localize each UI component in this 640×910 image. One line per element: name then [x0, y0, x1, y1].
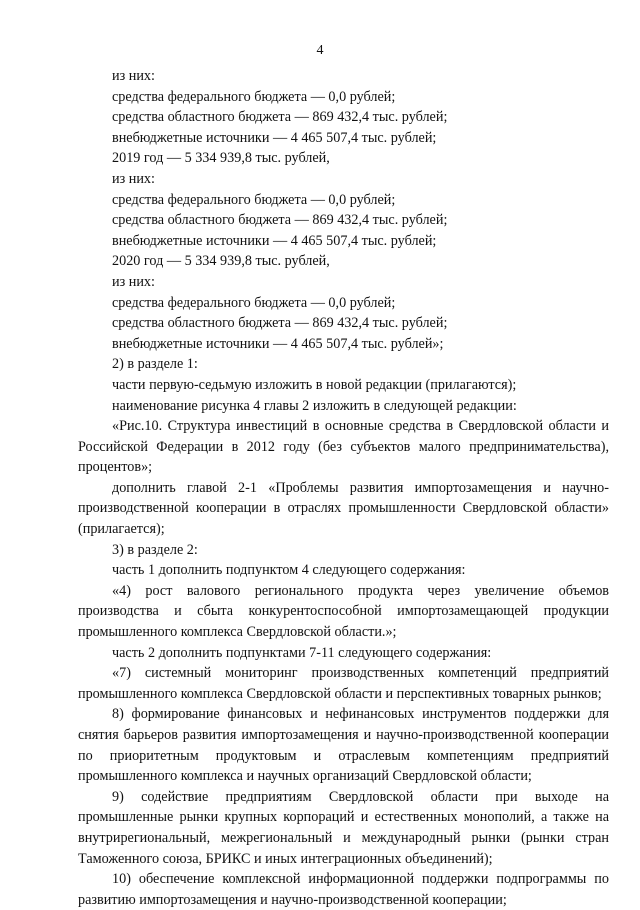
text-line: средства федерального бюджета — 0,0 рублей;	[112, 88, 396, 105]
text-line: 2020 год — 5 334 939,8 тыс. рублей,	[112, 253, 330, 270]
text-line: из них:	[112, 273, 155, 290]
page-number: 4	[316, 43, 324, 58]
text-line: средства федерального бюджета — 0,0 рублей;	[112, 294, 396, 311]
paragraph: часть 1 дополнить подпунктом 4 следующего содержания:	[112, 562, 466, 579]
paragraph: 3) в разделе 2:	[112, 541, 198, 558]
text-line: средства областного бюджета — 869 432,4 тыс. рублей;	[112, 212, 448, 229]
text-line: 2019 год — 5 334 939,8 тыс. рублей,	[112, 150, 330, 167]
paragraph: «Рис.10. Структура инвестиций в основные средства в Свердловской области и Российской Федерации в 2012 году (без субъектов малого предпринимательства), процентов»;	[78, 418, 609, 476]
document-body	[78, 66, 609, 910]
text-line: внебюджетные источники — 4 465 507,4 тыс. рублей;	[112, 129, 437, 146]
text-line: средства областного бюджета — 869 432,4 тыс. рублей;	[112, 315, 448, 332]
text-line: из них:	[112, 68, 155, 84]
paragraph: 10) обеспечение комплексной информационной поддержки подпрограммы по развитию импортозамещения и научно-производственной кооперации;	[78, 871, 609, 908]
paragraph: часть 2 дополнить подпунктами 7-11 следующего содержания:	[112, 644, 492, 661]
text-line: внебюджетные источники — 4 465 507,4 тыс. рублей;	[112, 232, 437, 249]
paragraph: «7) системный мониторинг производственных компетенций предприятий промышленного комплекса Свердловской области и перспективных товарных рынков;	[78, 665, 609, 702]
text-line: внебюджетные источники — 4 465 507,4 тыс. рублей»;	[112, 335, 444, 352]
text-line: части первую-седьмую изложить в новой редакции (прилагаются);	[112, 376, 517, 393]
text-line: средства областного бюджета — 869 432,4 тыс. рублей;	[112, 109, 448, 126]
paragraph: 9) содействие предприятиям Свердловской области при выходе на промышленные рынки крупных корпораций и естественных монополий, а также на внутрирегиональный, межрегиональный и международный рынки (рынки стран Таможенного союза, БРИКС и иных интеграционных объединений);	[78, 788, 609, 867]
paragraph: дополнить главой 2-1 «Проблемы развития импортозамещения и научно-производственной кооперации в отраслях промышленности Свердловской области» (прилагается);	[78, 479, 609, 538]
paragraph: 8) формирование финансовых и нефинансовых инструментов поддержки для снятия барьеров развития импортозамещения и научно-производственной кооперации по приоритетным продуктовым и отраслевым компетенциям предприятий промышленного комплекса и научных организаций Свердловской области;	[78, 706, 609, 785]
text-line: из них:	[112, 170, 155, 187]
text-line: средства федерального бюджета — 0,0 рублей;	[112, 191, 396, 208]
text-line: наименование рисунка 4 главы 2 изложить в следующей редакции:	[112, 397, 517, 414]
paragraph: «4) рост валового регионального продукта через увеличение объемов производства и сбыта конкурентоспособной импортозамещающей продукции промышленного комплекса Свердловской области.»;	[78, 582, 609, 641]
text-line: 2) в разделе 1:	[112, 356, 198, 373]
